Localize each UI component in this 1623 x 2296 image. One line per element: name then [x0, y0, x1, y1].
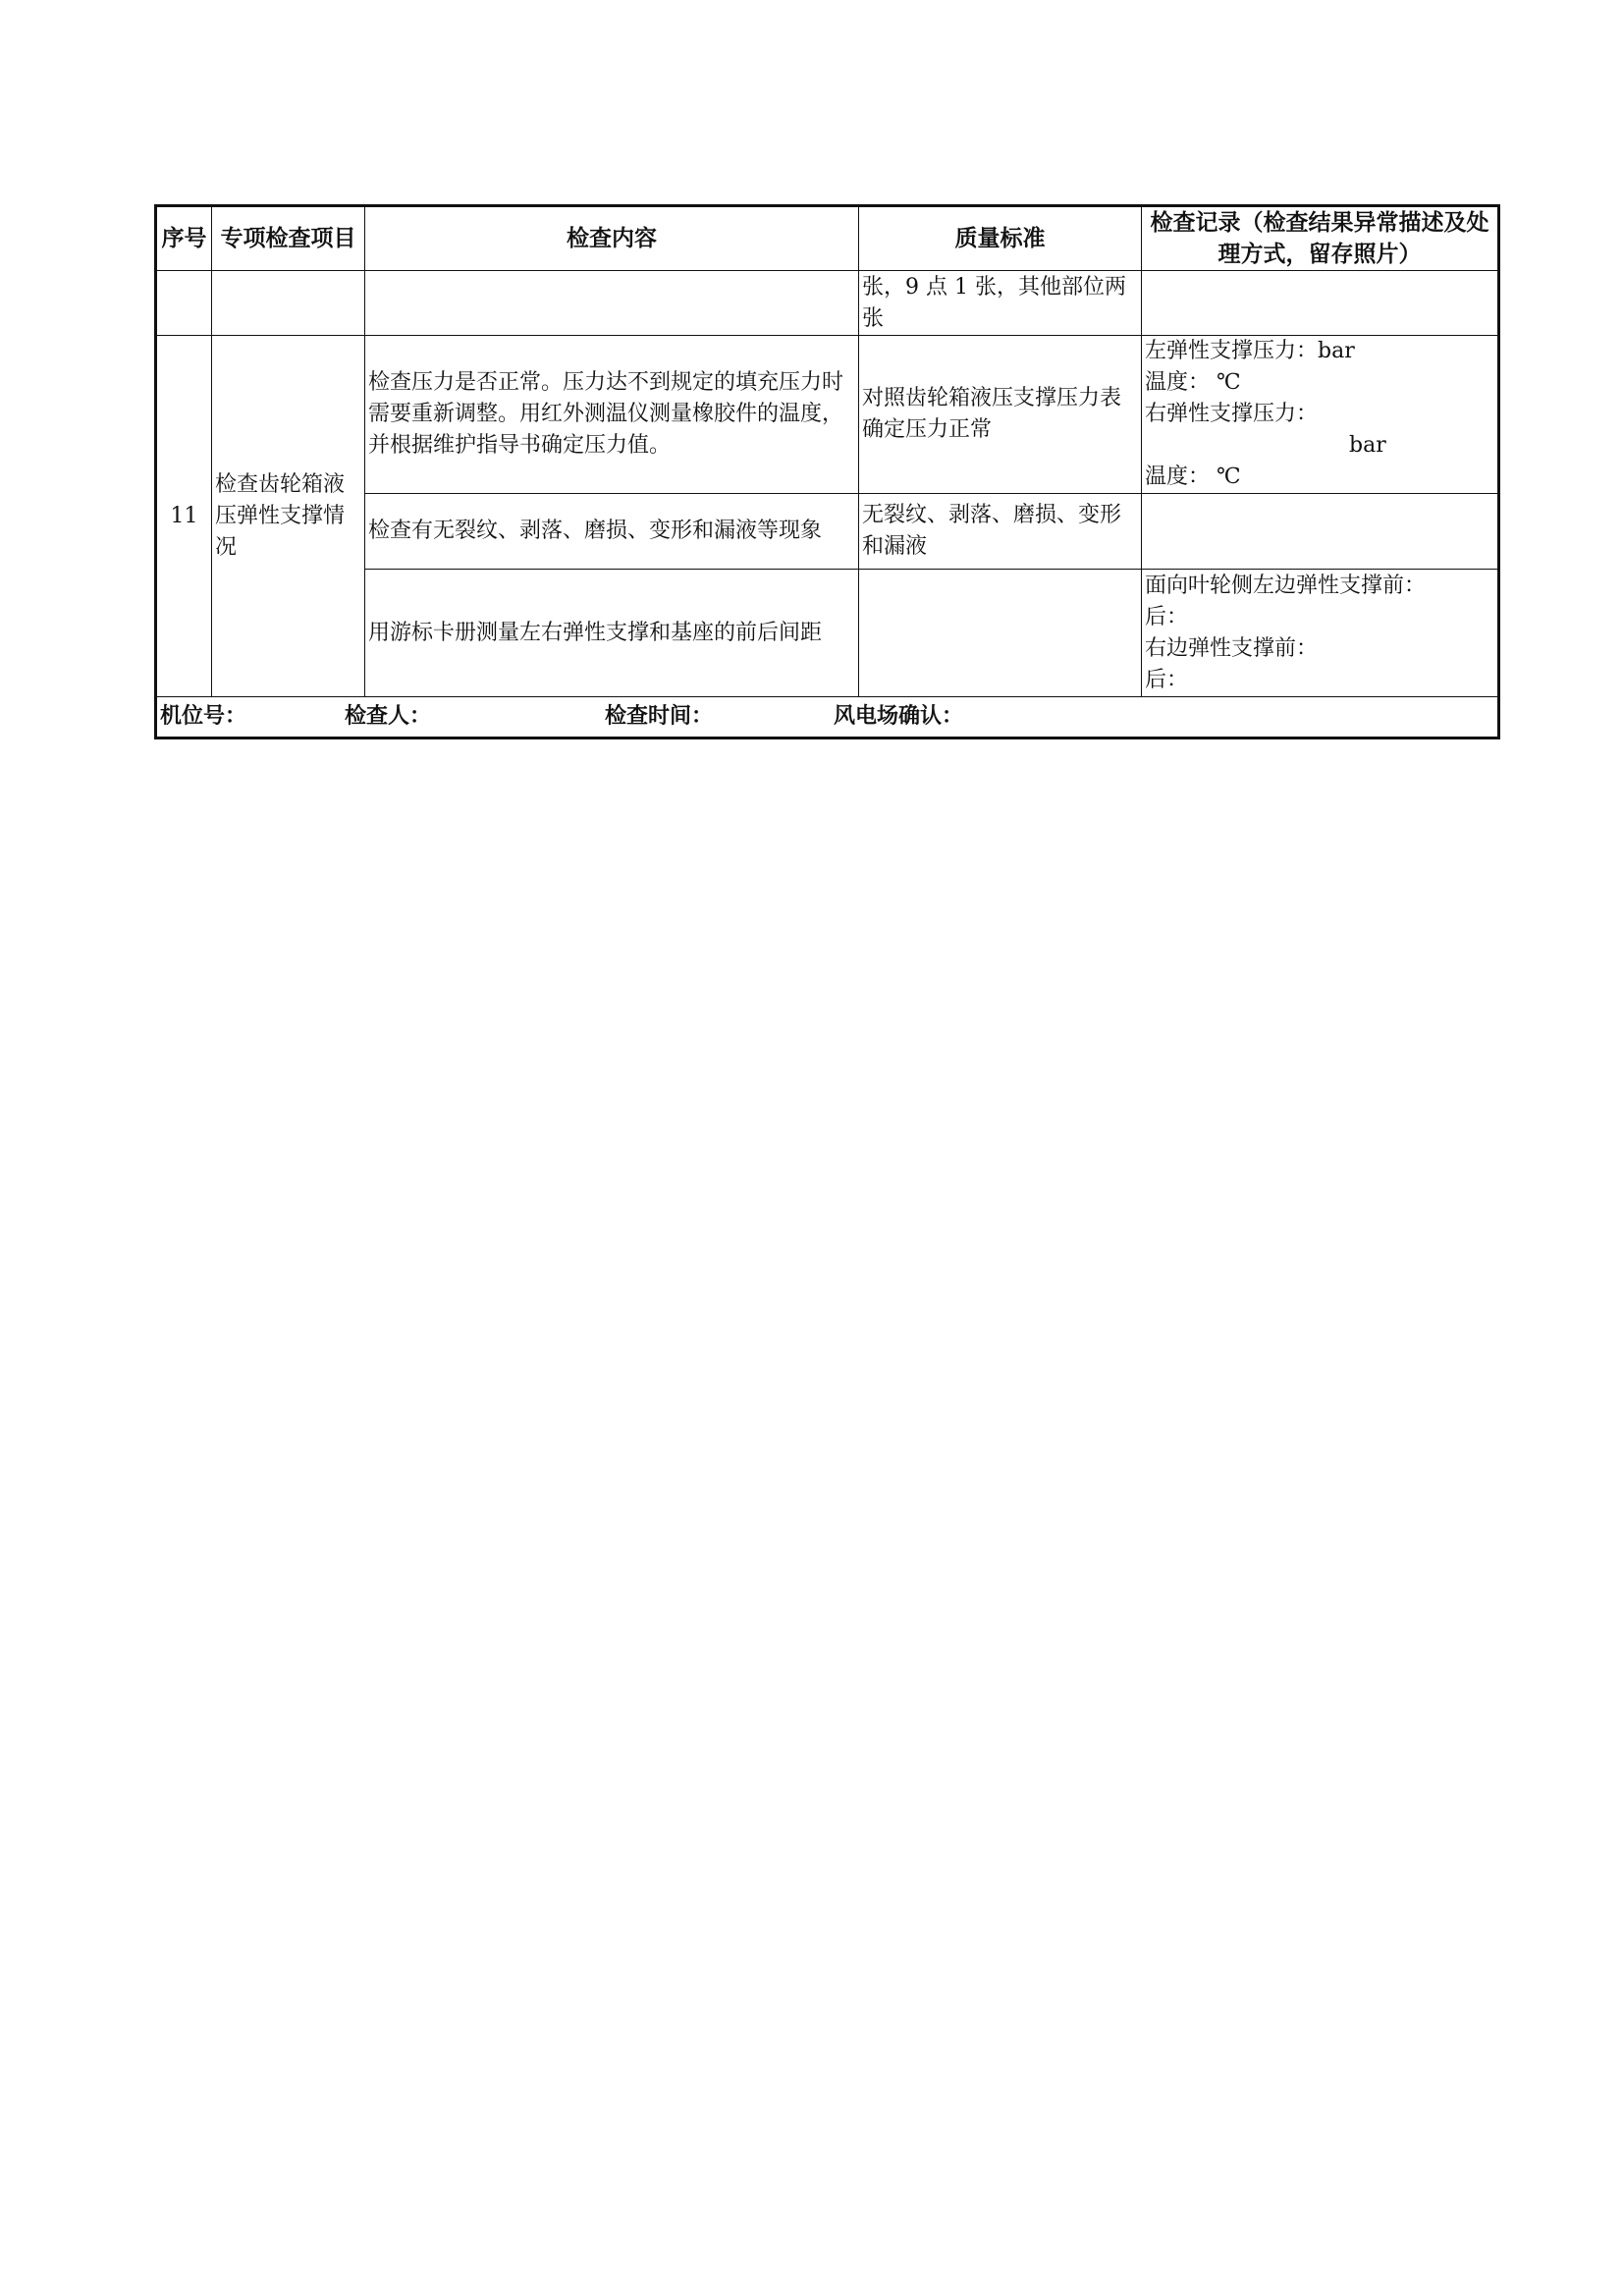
header-row [156, 206, 1499, 271]
cell-standard: 对照齿轮箱液压支撑压力表确定压力正常 [859, 336, 1142, 494]
table-row [156, 336, 1499, 494]
footer-cell [156, 697, 1499, 738]
cell-record [1142, 271, 1499, 336]
footer-time: 检查时间： [605, 704, 714, 729]
cell-record [1142, 336, 1499, 494]
section-no: 11 [156, 336, 212, 697]
inspection-table [154, 204, 1500, 739]
record-line: bar [1349, 433, 1386, 458]
header-standard: 质量标准 [859, 206, 1142, 271]
record-line: 后： [1145, 604, 1189, 629]
cell-standard [859, 570, 1142, 697]
header-no: 序号 [156, 206, 212, 271]
cell-content [365, 271, 859, 336]
record-line: 温度： ℃ [1145, 465, 1241, 489]
record-line: 右弹性支撑压力： [1145, 402, 1319, 426]
continuation-row [156, 271, 1499, 336]
record-line: 面向叶轮侧左边弹性支撑前： [1145, 573, 1427, 598]
header-content: 检查内容 [365, 206, 859, 271]
footer-row [156, 697, 1499, 738]
cell-standard: 无裂纹、剥落、磨损、变形和漏液 [859, 494, 1142, 570]
record-line: 温度： ℃ [1145, 370, 1241, 395]
cell-standard: 张，9 点 1 张，其他部位两张 [859, 271, 1142, 336]
inspection-sheet [154, 204, 1497, 739]
record-line: 右边弹性支撑前： [1145, 635, 1319, 661]
header-record: 检查记录（检查结果异常描述及处理方式，留存照片） [1142, 206, 1499, 271]
cell-item [212, 271, 365, 336]
record-line: 后： [1145, 667, 1189, 692]
cell-record [1142, 570, 1499, 697]
section-item: 检查齿轮箱液压弹性支撑情况 [212, 336, 365, 697]
footer-inspector: 检查人： [345, 704, 432, 729]
cell-record [1142, 494, 1499, 570]
record-line: 左弹性支撑压力：bar [1145, 339, 1355, 363]
cell-content: 检查有无裂纹、剥落、磨损、变形和漏液等现象 [365, 494, 859, 570]
footer-unit-no: 机位号： [160, 704, 247, 729]
header-item: 专项检查项目 [212, 206, 365, 271]
cell-no [156, 271, 212, 336]
cell-content: 检查压力是否正常。压力达不到规定的填充压力时需要重新调整。用红外测温仪测量橡胶件的温度，并根据维护指导书确定压力值。 [365, 336, 859, 494]
footer-confirm: 风电场确认： [834, 704, 964, 729]
cell-content: 用游标卡册测量左右弹性支撑和基座的前后间距 [365, 570, 859, 697]
